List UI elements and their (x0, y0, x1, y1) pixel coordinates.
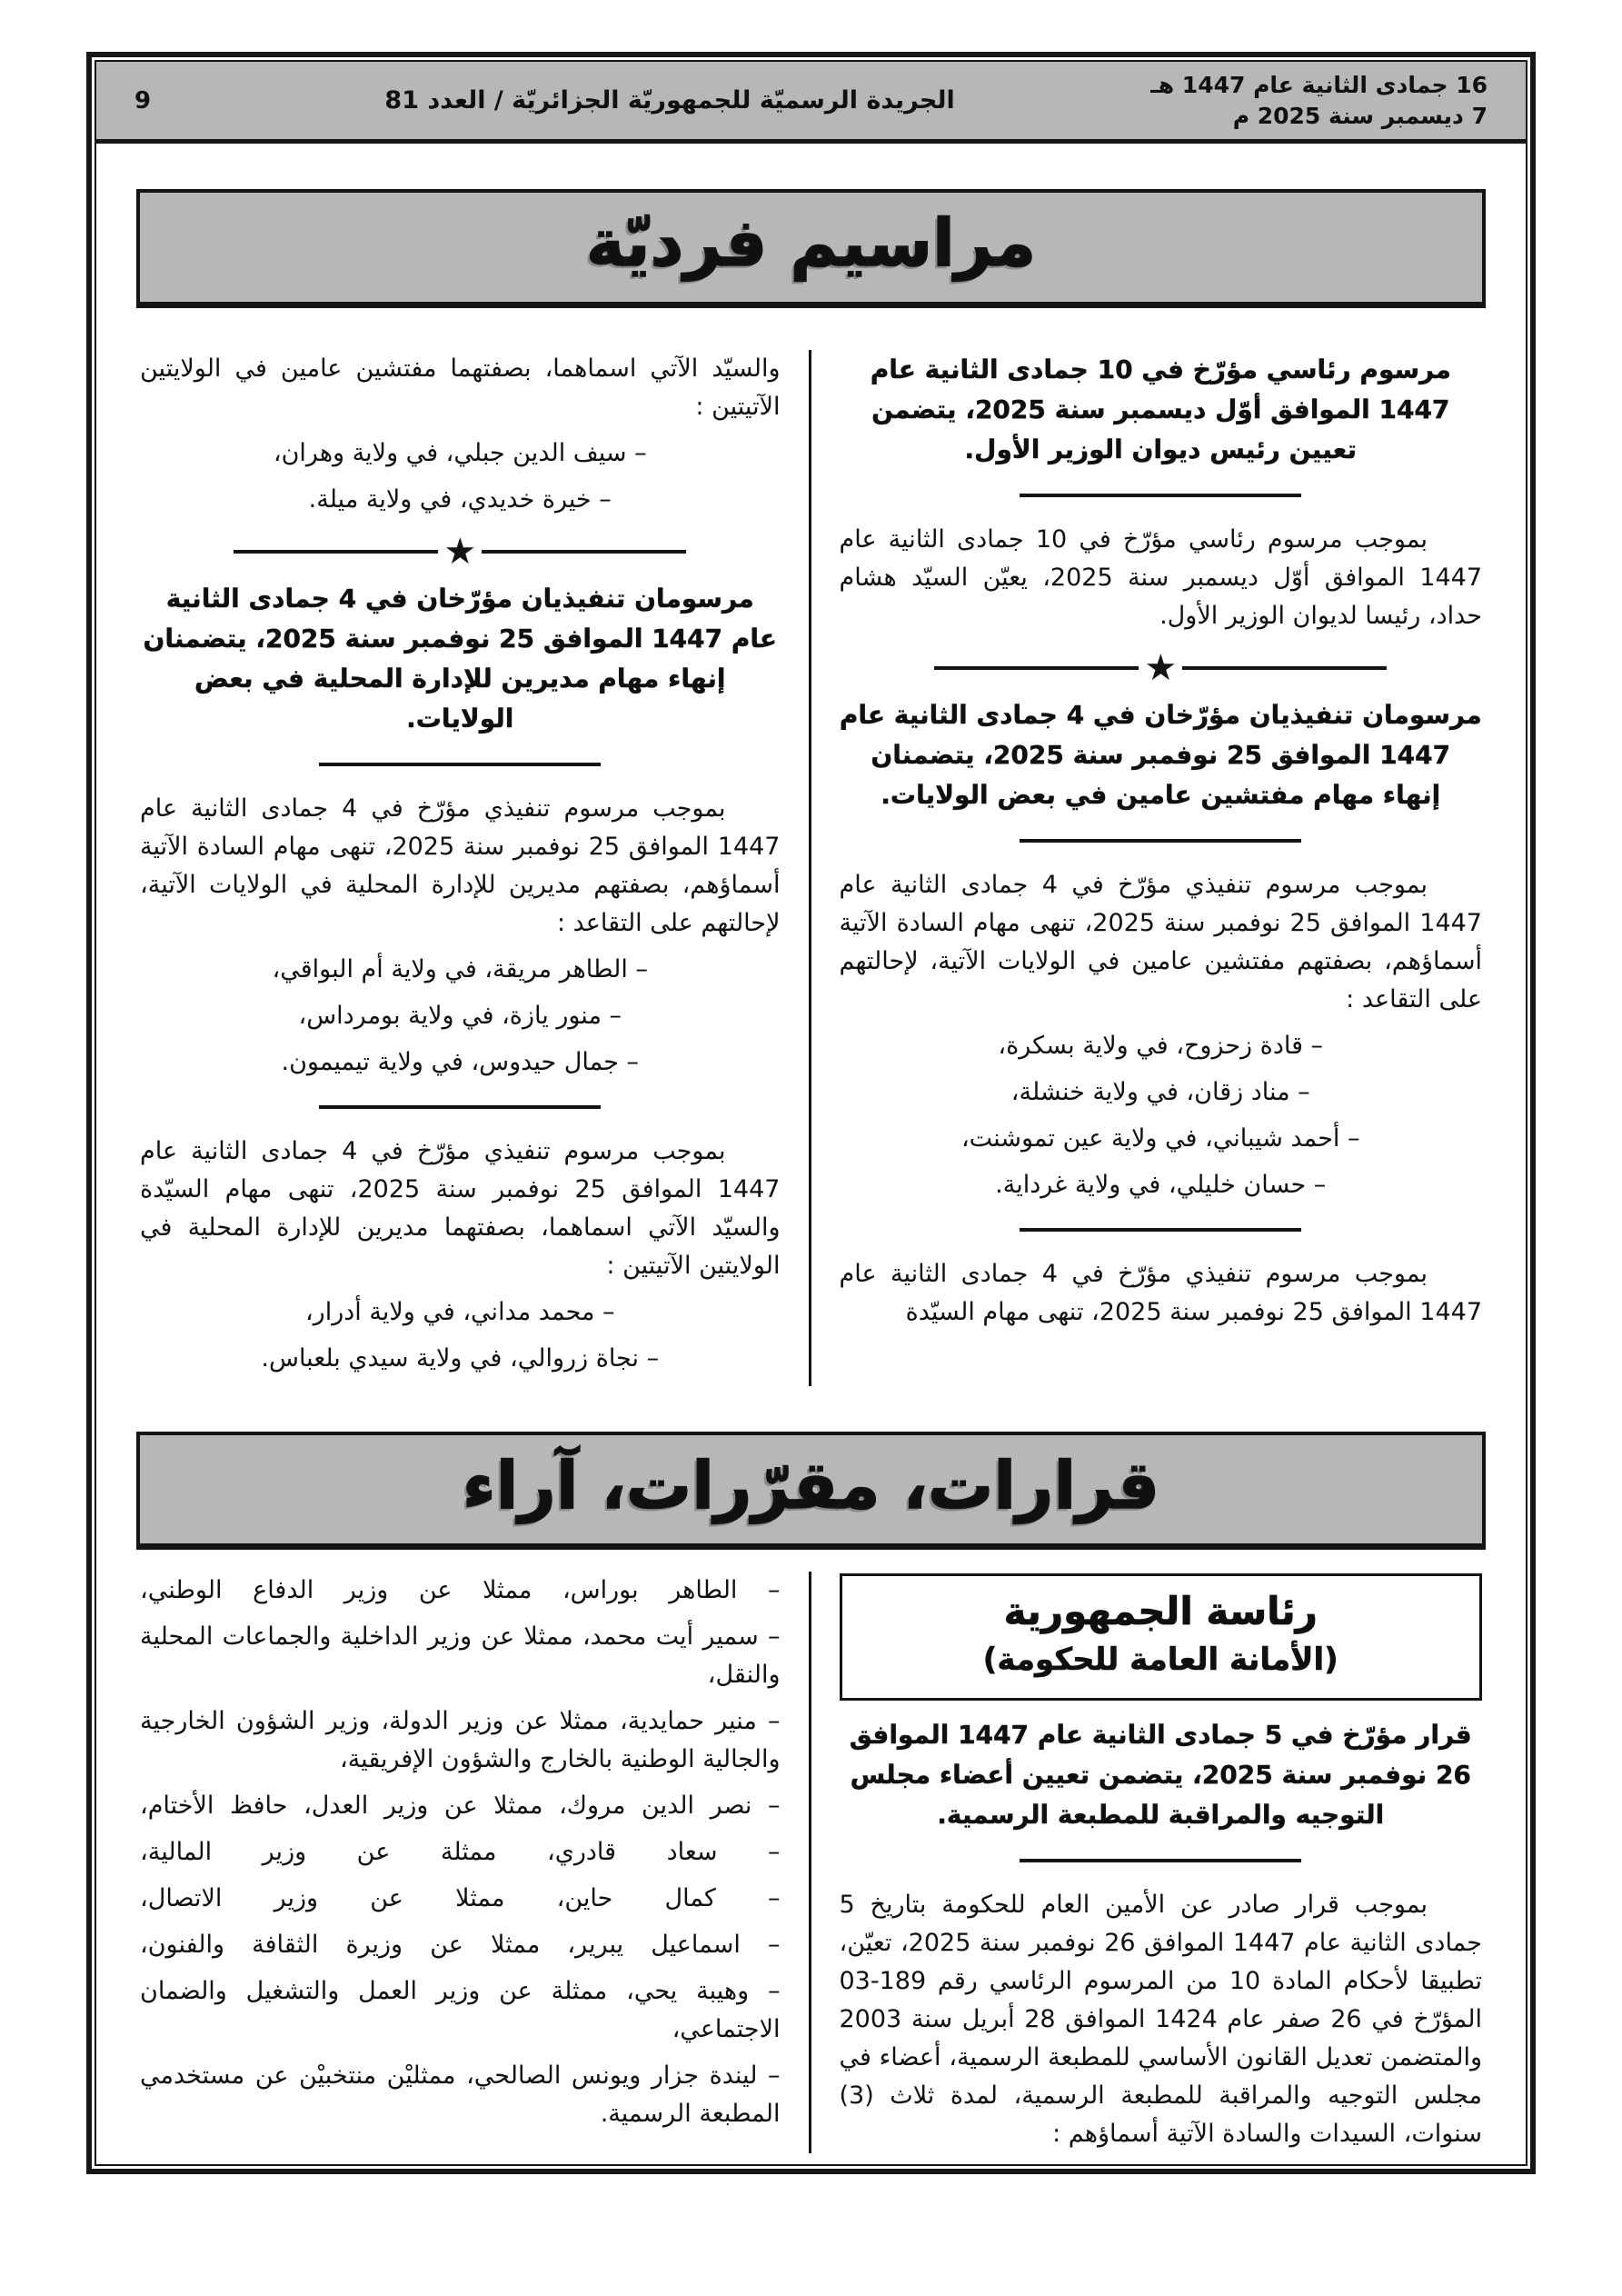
decree-title: مرسومان تنفيذيان مؤرّخان في 4 جمادى الثانية عام 1447 الموافق 25 نوفمبر سنة 2025، يتضمنان إنهاء مهام مفتشين عامين في بعض الولايات. (839, 699, 1482, 810)
decree-body: بموجب مرسوم تنفيذي مؤرّخ في 4 جمادى الثانية عام 1447 الموافق 25 نوفمبر سنة 2025، تنهى مهام السيّدة والسيّد الآتي اسماهما، بصفتهما مديرين للإدارة المحلية في الولايتين الآتيتين : (140, 1136, 781, 1280)
separator-rule (1020, 839, 1301, 843)
decree-body: بموجب مرسوم تنفيذي مؤرّخ في 4 جمادى الثانية عام 1447 الموافق 25 نوفمبر سنة 2025، تنهى مهام السادة الآتية أسماؤهم، بصفتهم مديرين للإدارة المحلية في الولايات الآتية، لإحالتهم على التقاعد : (140, 794, 781, 937)
journal-title: الجريدة الرسميّة للجمهوريّة الجزائريّة / العدد 81 (384, 86, 955, 115)
header-band (96, 62, 1526, 144)
page-number: 9 (134, 86, 152, 115)
institution-box (840, 1573, 1483, 1701)
star-icon: ★ (1144, 646, 1178, 689)
list-item: – قادة زحزوح، في ولاية بسكرة، (998, 1031, 1324, 1060)
hijri-date: 16 جمادى الثانية عام 1447 هـ (1150, 71, 1488, 98)
separator-line (1182, 666, 1387, 670)
column-right (811, 1572, 1483, 2153)
list-item: – محمد مداني، في ولاية أدرار، (304, 1297, 615, 1326)
separator-rule (1020, 1228, 1301, 1232)
separator-rule (319, 1105, 601, 1109)
separator-line (934, 666, 1139, 670)
page-frame (86, 52, 1536, 2174)
column-right (811, 350, 1483, 1386)
list-item: – حسان خليلي، في ولاية غرداية. (995, 1170, 1327, 1199)
list-item: – ليندة جزار ويونس الصالحي، ممثليْن منتخبيْن عن مستخدمي المطبعة الرسمية. (140, 2061, 781, 2129)
institution-subtitle: (الأمانة العامة للحكومة) (982, 1642, 1338, 1679)
decision-title: قرار مؤرّخ في 5 جمادى الثانية عام 1447 الموافق 26 نوفمبر سنة 2025، يتضمن تعيين أعضاء مجلس التوجيه والمراقبة للمطبعة الرسمية. (849, 1720, 1472, 1831)
list-item: – مناد زقان، في ولاية خنشلة، (1010, 1077, 1310, 1106)
column-left (140, 1572, 811, 2153)
list-item: – سيف الدين جبلي، في ولاية وهران، (273, 438, 647, 467)
list-item: – خيرة خديدي، في ولاية ميلة. (308, 484, 612, 514)
banner-individual-decrees: مراسيم فرديّة (136, 189, 1486, 308)
list-item: – سمير أيت محمد، ممثلا عن وزير الداخلية والجماعات المحلية والنقل، (140, 1622, 781, 1690)
list-item: – نصر الدين مروك، ممثلا عن وزير العدل، حافظ الأختام، (140, 1792, 781, 1821)
list-item: – الطاهر مريقة، في ولاية أم البواقي، (272, 954, 648, 983)
list-item: – الطاهر بوراس، ممثلا عن وزير الدفاع الوطني، (140, 1576, 781, 1605)
header-dates (1150, 70, 1488, 132)
decision-body: بموجب قرار صادر عن الأمين العام للحكومة بتاريخ 5 جمادى الثانية عام 1447 الموافق 26 نوفمبر سنة 2025، تعيّن، تطبيقا لأحكام المادة 10 من المرسوم الرئاسي رقم 189-03 المؤرّخ في 26 صفر عام 1424 الموافق 28 أبريل سنة 2003 والمتضمن تعديل القانون الأساسي للمطبعة الرسمية، أعضاء في مجلس التوجيه والمراقبة للمطبعة الرسمية، لمدة ثلاث (3) سنوات، السيدات والسادة الآتية أسماؤهم : (839, 1891, 1482, 2149)
page-frame-inner (95, 60, 1527, 2166)
decree-title: مرسوم رئاسي مؤرّخ في 10 جمادى الثانية عام 1447 الموافق أوّل ديسمبر سنة 2025، يتضمن تعيين رئيس ديوان الوزير الأول. (870, 354, 1451, 464)
column-left (140, 350, 811, 1386)
separator-line (234, 550, 438, 554)
individual-decrees-section (96, 350, 1526, 1386)
separator-rule (1020, 1859, 1301, 1862)
list-item: – جمال حيدوس، في ولاية تيميمون. (281, 1047, 639, 1076)
list-item: – سعاد قادري، ممثلة عن وزير المالية، (140, 1838, 781, 1867)
star-icon: ★ (443, 530, 477, 573)
separator-line (482, 550, 686, 554)
institution-title: رئاسة الجمهورية (1003, 1589, 1318, 1634)
list-item: – نجاة زروالي، في ولاية سيدي بلعباس. (261, 1343, 660, 1373)
list-item: – أحمد شيباني، في ولاية عين تموشنت، (960, 1123, 1360, 1153)
decree-body-continuation: والسيّد الآتي اسماهما، بصفتهما مفتشين عامين في الولايتين الآتيتين : (140, 354, 781, 421)
list-item: – منور يازة، في ولاية بومرداس، (298, 1001, 622, 1030)
list-item: – اسماعيل يبرير، ممثلا عن وزيرة الثقافة والفنون، (140, 1931, 781, 1960)
list-item: – وهيبة يحي، ممثلة عن وزير العمل والتشغيل والضمان الاجتماعي، (140, 1977, 781, 2044)
decree-title: مرسومان تنفيذيان مؤرّخان في 4 جمادى الثانية عام 1447 الموافق 25 نوفمبر سنة 2025، يتضمنان إنهاء مهام مديرين للإدارة المحلية في بعض الولايات. (143, 583, 778, 734)
list-item: – منير حمايدية، ممثلا عن وزير الدولة، وزير الشؤون الخارجية والجالية الوطنية بالخارج والشؤون الإفريقية، (140, 1707, 781, 1774)
separator-rule (1020, 494, 1301, 497)
star-separator (840, 646, 1483, 689)
decree-body: بموجب مرسوم تنفيذي مؤرّخ في 4 جمادى الثانية عام 1447 الموافق 25 نوفمبر سنة 2025، تنهى مهام السادة الآتية أسماؤهم، بصفتهم مفتشين عامين في الولايات الآتية، لإحالتهم على التقاعد : (839, 870, 1482, 1013)
list-item: – كمال حاين، ممثلا عن وزير الاتصال، (140, 1884, 781, 1913)
separator-rule (319, 763, 601, 766)
decree-body: بموجب مرسوم تنفيذي مؤرّخ في 4 جمادى الثانية عام 1447 الموافق 25 نوفمبر سنة 2025، تنهى مهام السيّدة (839, 1259, 1482, 1326)
decisions-section (96, 1572, 1526, 2153)
decree-body: بموجب مرسوم رئاسي مؤرّخ في 10 جمادى الثانية عام 1447 الموافق أوّل ديسمبر سنة 2025، يعيّن السيّد هشام حداد، رئيسا لديوان الوزير الأول. (839, 524, 1483, 630)
banner-decisions: قرارات، مقرّرات، آراء (136, 1432, 1486, 1551)
gregorian-date: 7 ديسمبر سنة 2025 م (1232, 102, 1488, 129)
star-separator (140, 530, 781, 573)
